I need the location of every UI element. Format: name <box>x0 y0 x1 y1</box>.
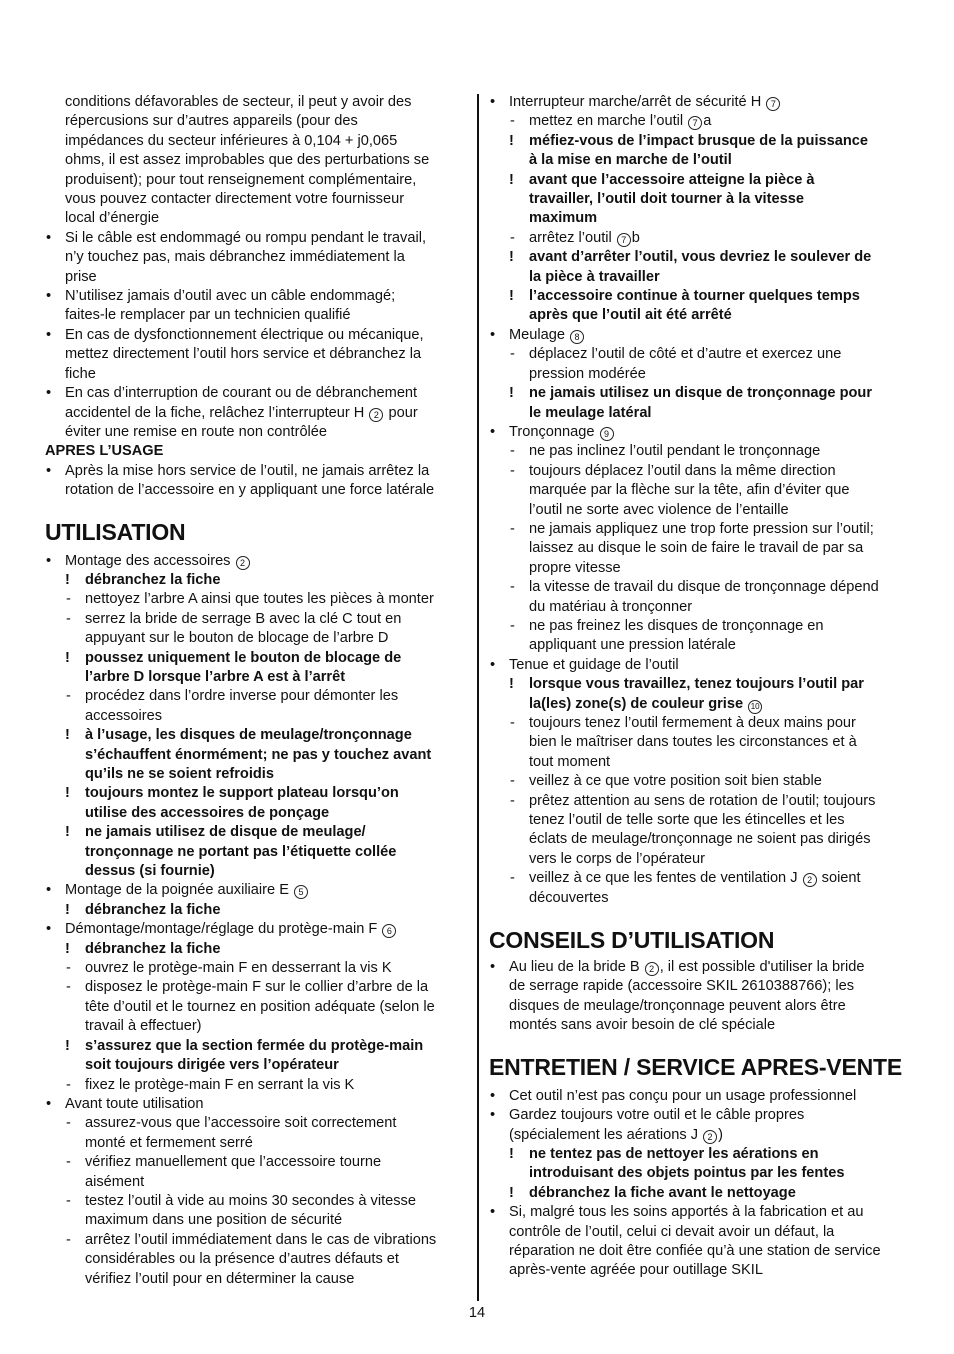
column-divider <box>477 94 479 1301</box>
warning-item: ! débranchez la fiche <box>65 901 221 918</box>
dash-item: - serrez la bride de serrage B avec la clé C tout en appuyant sur le bouton de blocage de l’arbre D <box>66 610 402 647</box>
section-title-utilisation: UTILISATION <box>45 518 186 545</box>
left-column <box>45 93 467 1289</box>
warning-item: ! s’assurez que la section fermée du protège-main soit toujours dirigée vers l’opérateur <box>65 1037 424 1074</box>
dash-item: - procédez dans l’ordre inverse pour démonter les accessoires <box>66 688 399 724</box>
bullet-item: • Gardez toujours votre outil et le câble propres (spécialement les aérations J 2 ) <box>490 1107 805 1143</box>
warning-item: ! débranchez la fiche avant le nettoyage <box>509 1184 796 1201</box>
section-title-conseils: CONSEILS D’UTILISATION <box>489 927 775 954</box>
bullet-item: • Au lieu de la bride B 2 , il est possible d'utiliser la bride de serrage rapide (accessoire SKIL 2610388766); les disques de meulage/tronçonnage peuvent alors être montés sans avoir besoin de clé spéciale <box>490 959 865 1034</box>
circled-number: 5 <box>294 885 308 899</box>
warning-item: ! ne jamais utilisez de disque de meulage/ tronçonnage ne portant pas l’étiquette collée dessus (si fournie) <box>65 824 397 880</box>
dash-item: - déplacez l’outil de côté et d’autre et exercez une pression modérée <box>510 346 842 382</box>
warning-item: ! ne tentez pas de nettoyer les aérations en introduisant des objets pointus par les fentes <box>509 1145 845 1182</box>
bullet-item: • Si le câble est endommagé ou rompu pendant le travail, n’y touchez pas, mais débranchez immédiatement la prise <box>46 229 427 285</box>
dash-item: - arrêtez l’outil 7 b <box>510 229 640 246</box>
dash-item: - mettez en marche l’outil 7 a <box>510 113 712 130</box>
warning-item: ! méfiez-vous de l’impact brusque de la puissance à la mise en marche de l’outil <box>509 132 868 169</box>
right-column <box>489 93 913 1281</box>
dash-item: - assurez-vous que l’accessoire soit correctement monté et fermement serré <box>66 1115 397 1151</box>
dash-item: - ouvrez le protège-main F en desserrant la vis K <box>66 960 392 977</box>
dash-item: - fixez le protège-main F en serrant la vis K <box>66 1076 355 1093</box>
dash-item: - veillez à ce que les fentes de ventilation J 2 soient découvertes <box>510 870 861 906</box>
warning-item: ! toujours montez le support plateau lorsqu’on utilise des accessoires de ponçage <box>65 785 399 821</box>
subheading-apres: APRES L’USAGE <box>45 443 164 460</box>
bullet-item: • Si, malgré tous les soins apportés à la fabrication et au contrôle de l’outil, celui ci devait avoir un défaut, la réparation ne doit être confiée qu’à une station de service après-vente agréée pour outillage SKIL <box>490 1204 881 1279</box>
bullet-item: • Montage de la poignée auxiliaire E 5 <box>45 881 467 900</box>
warning-item: ! à l’usage, les disques de meulage/tronçonnage s’échauffent énormément; ne pas y touchez avant qu’ils ne se soient refroidis <box>65 727 432 782</box>
circled-number: 8 <box>570 330 584 344</box>
warning-item: ! avant d’arrêter l’outil, vous devriez le soulever de la pièce à travailler <box>509 249 872 285</box>
bullet-item: • N’utilisez jamais d’outil avec un câble endommagé; faites-le remplacer par un technicien qualifié <box>46 288 396 324</box>
circled-number: 6 <box>382 924 396 938</box>
dash-item: - nettoyez l’arbre A ainsi que toutes les pièces à monter <box>66 591 434 608</box>
dash-item: - ne jamais appliquez une trop forte pression sur l’outil; laissez au disque le soin de faire le travail de par sa propre vitesse <box>510 520 874 576</box>
dash-item: - veillez à ce que votre position soit bien stable <box>510 773 822 790</box>
dash-item: - toujours tenez l’outil fermement à deux mains pour bien le maîtriser dans toutes les circonstances et à tout moment <box>510 715 857 770</box>
dash-item: - arrêtez l’outil immédiatement dans le cas de vibrations considérables ou la présence d’autres défauts et vérifiez l’outil pour en déterminer la cause <box>66 1231 437 1287</box>
bullet-item: • Meulage 8 <box>489 326 913 345</box>
dash-item: - ne pas freinez les disques de tronçonnage en appliquant une pression latérale <box>510 617 824 654</box>
page-number: 14 <box>468 1305 486 1321</box>
circled-number: 10 <box>748 700 762 714</box>
circled-number: 2 <box>703 1130 717 1144</box>
warning-item: ! l’accessoire continue à tourner quelques temps après que l’outil ait été arrêté <box>509 288 860 324</box>
bullet-item: • Tenue et guidage de l’outil <box>490 656 679 673</box>
warning-item: ! débranchez la fiche <box>65 571 221 588</box>
bullet-item: • Tronçonnage 9 <box>489 423 913 442</box>
circled-number: 2 <box>645 962 659 976</box>
warning-item: ! lorsque vous travaillez, tenez toujours l’outil par la(les) zone(s) de couleur grise 10 <box>509 676 864 712</box>
circled-number: 7 <box>617 233 631 247</box>
circled-number: 7 <box>766 97 780 111</box>
dash-item: - toujours déplacez l’outil dans la même direction marquée par la flèche sur la tête, afin d’éviter que l’outil ne sorte avec violence de l’entaille <box>510 462 850 518</box>
circled-number: 2 <box>369 408 383 422</box>
bullet-item: • Avant toute utilisation <box>46 1095 204 1112</box>
circled-number: 7 <box>688 116 702 130</box>
bullet-item: • Après la mise hors service de l’outil, ne jamais arrêtez la rotation de l’accessoire en y appliquant une force latérale <box>46 462 435 499</box>
circled-number: 2 <box>236 556 250 570</box>
bullet-item: • En cas de dysfonctionnement électrique ou mécanique, mettez directement l’outil hors service et débranchez la fiche <box>46 326 424 382</box>
circled-number: 2 <box>803 873 817 887</box>
bullet-item: • Démontage/montage/réglage du protège-main F 6 <box>45 920 467 939</box>
dash-item: - la vitesse de travail du disque de tronçonnage dépend du matériau à tronçonner <box>510 579 879 615</box>
bullet-item: • Interrupteur marche/arrêt de sécurité H 7 <box>489 93 913 112</box>
dash-item: - testez l’outil à vide au moins 30 secondes à vitesse maximum dans une position de sécurité <box>66 1192 416 1229</box>
warning-item: ! débranchez la fiche <box>65 940 221 957</box>
dash-item: - vérifiez manuellement que l’accessoire tourne aisément <box>66 1154 382 1190</box>
bullet-item: • En cas d’interruption de courant ou de débranchement accidentel de la fiche, relâchez l’interrupteur H 2 pour éviter une remise en route non contrôlée <box>46 385 418 440</box>
dash-item: - ne pas inclinez l’outil pendant le tronçonnage <box>510 443 821 460</box>
section-title-entretien: ENTRETIEN / SERVICE APRES-VENTE <box>489 1053 902 1080</box>
warning-item: ! ne jamais utilisez un disque de tronçonnage pour le meulage latéral <box>509 385 873 421</box>
warning-item: ! avant que l’accessoire atteigne la pièce à travailler, l’outil doit tourner à la vitesse maximum <box>509 171 815 227</box>
dash-item: - disposez le protège-main F sur le collier d’arbre de la tête d’outil et le tournez en position adéquate (selon le travail à effectuer) <box>66 979 435 1035</box>
bullet-item: • Cet outil n’est pas conçu pour un usage professionnel <box>490 1087 857 1104</box>
circled-number: 9 <box>600 427 614 441</box>
dash-item: - prêtez attention au sens de rotation de l’outil; toujours tenez l’outil de telle sorte que les étincelles et les éclats de meulage/tronçonnage ne soient pas dirigés vers le corps de l’opérateur <box>510 792 876 867</box>
bullet-item: • Montage des accessoires 2 <box>45 552 467 571</box>
intro-paragraph: conditions défavorables de secteur, il peut y avoir des répercusions sur d’autres appareils (pour des impédances du secteur inférieures à 0,104 + j0,065 ohms, il est assez improbables que des perturbations se produisent); pour tout renseignement complémentaire, vous pouvez contacter directement votre fournisseur local d’énergie <box>65 94 430 227</box>
warning-item: ! poussez uniquement le bouton de blocage de l’arbre D lorsque l’arbre A est à l’arrêt <box>65 649 402 685</box>
